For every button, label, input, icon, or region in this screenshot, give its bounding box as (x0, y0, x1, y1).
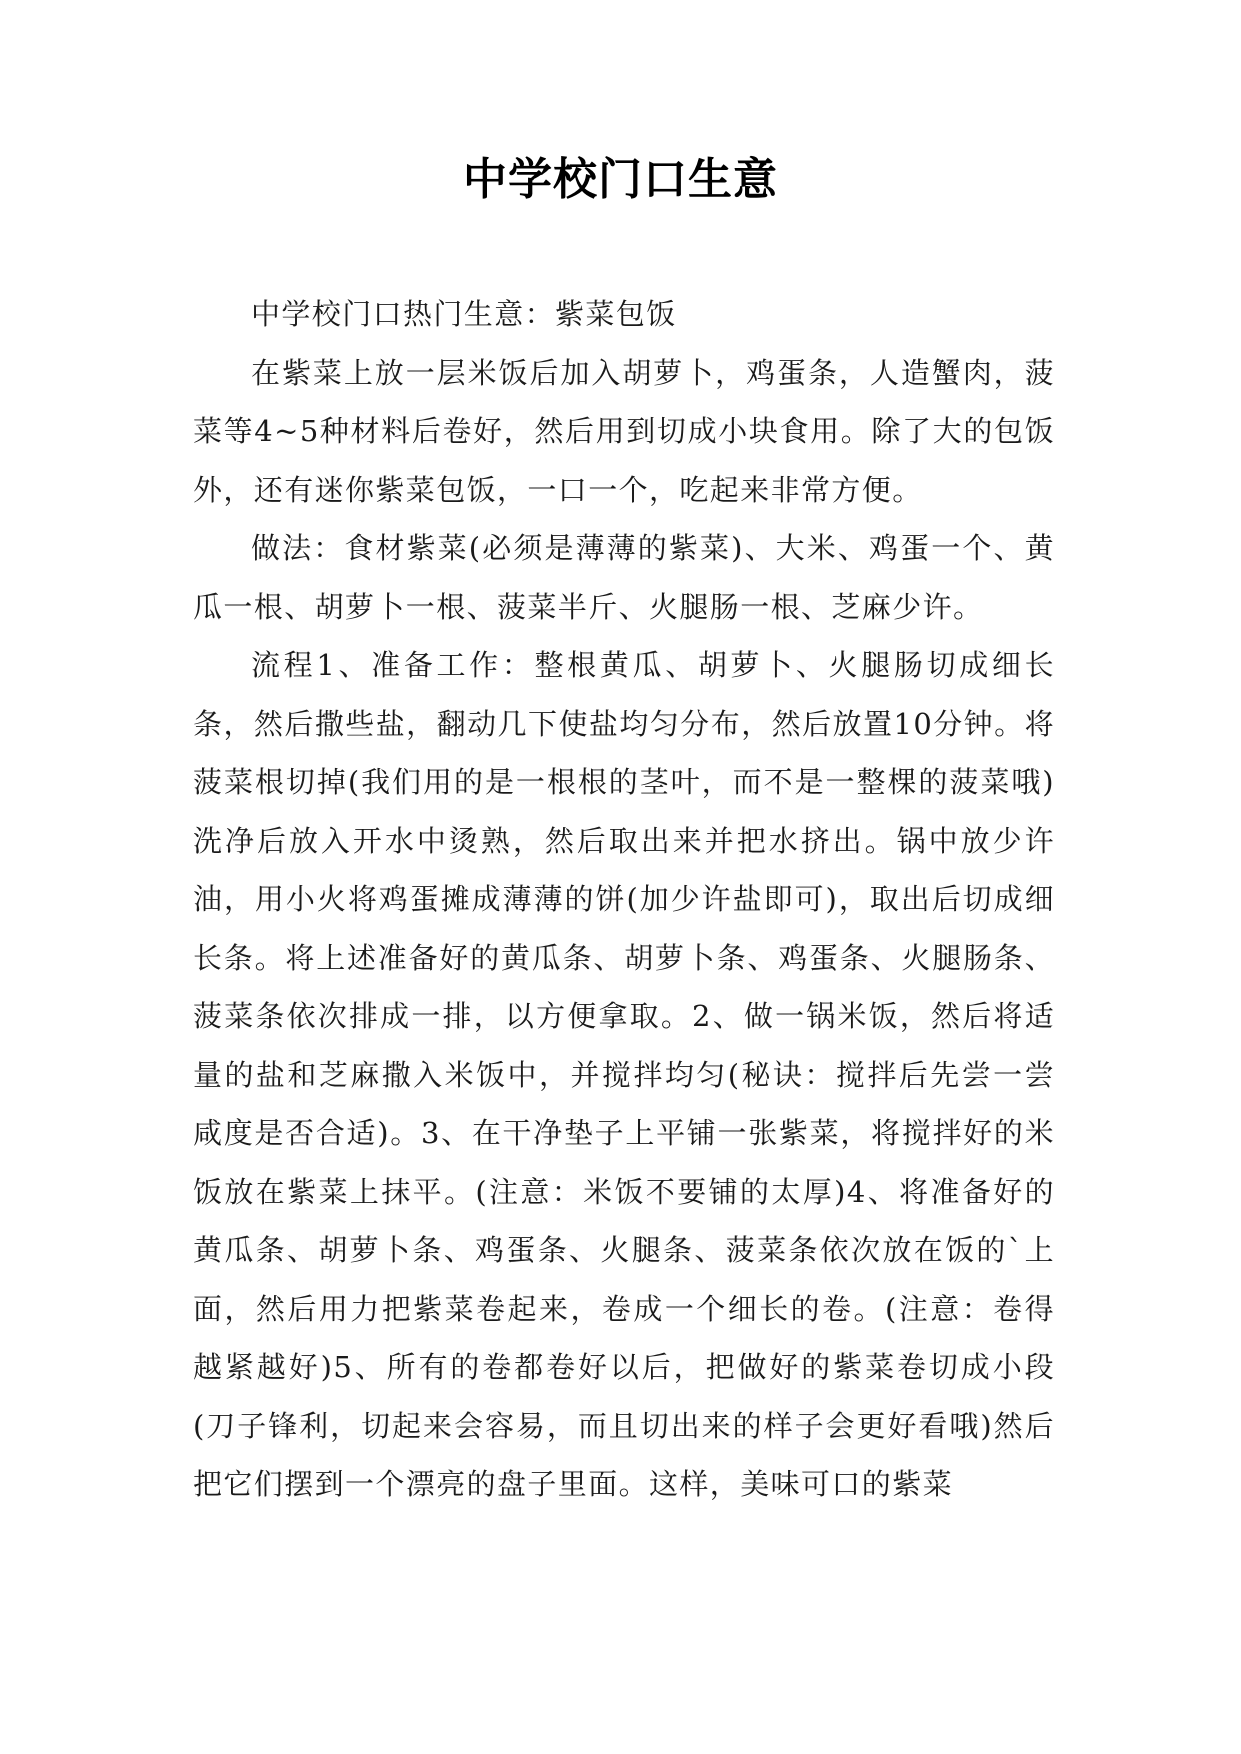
document-title: 中学校门口生意 (463, 154, 778, 205)
document-body (193, 285, 1055, 1514)
paragraph-intro: 在紫菜上放一层米饭后加入胡萝卜，鸡蛋条，人造蟹肉，菠菜等4~5种材料后卷好，然后用到切成小块食用。除了大的包饭外，还有迷你紫菜包饭，一口一个，吃起来非常方便。 (193, 355, 1055, 507)
paragraph-heading: 中学校门口热门生意：紫菜包饭 (251, 297, 677, 331)
paragraph-process: 流程1、准备工作：整根黄瓜、胡萝卜、火腿肠切成细长条，然后撒些盐，翻动几下使盐均匀分布，然后放置10分钟。将菠菜根切掉(我们用的是一根根的茎叶，而不是一整棵的菠菜哦)洗净后放入开水中烫熟，然后取出来并把水挤出。锅中放少许油，用小火将鸡蛋摊成薄薄的饼(加少许盐即可)，取出后切成细长条。将上述准备好的黄瓜条、胡萝卜条、鸡蛋条、火腿肠条、菠菜条依次排成一排，以方便拿取。2、做一锅米饭，然后将适量的盐和芝麻撒入米饭中，并搅拌均匀(秘诀：搅拌后先尝一尝咸度是否合适)。3、在干净垫子上平铺一张紫菜，将搅拌好的米饭放在紫菜上抹平。(注意：米饭不要铺的太厚)4、将准备好的黄瓜条、胡萝卜条、鸡蛋条、火腿条、菠菜条依次放在饭的`上面，然后用力把紫菜卷起来，卷成一个细长的卷。(注意：卷得越紧越好)5、所有的卷都卷好以后，把做好的紫菜卷切成小段(刀子锋利，切起来会容易，而且切出来的样子会更好看哦)然后把它们摆到一个漂亮的盘子里面。这样，美味可口的紫菜 (193, 648, 1055, 1501)
paragraph-ingredients: 做法：食材紫菜(必须是薄薄的紫菜)、大米、鸡蛋一个、黄瓜一根、胡萝卜一根、菠菜半斤、火腿肠一根、芝麻少许。 (193, 531, 1055, 624)
